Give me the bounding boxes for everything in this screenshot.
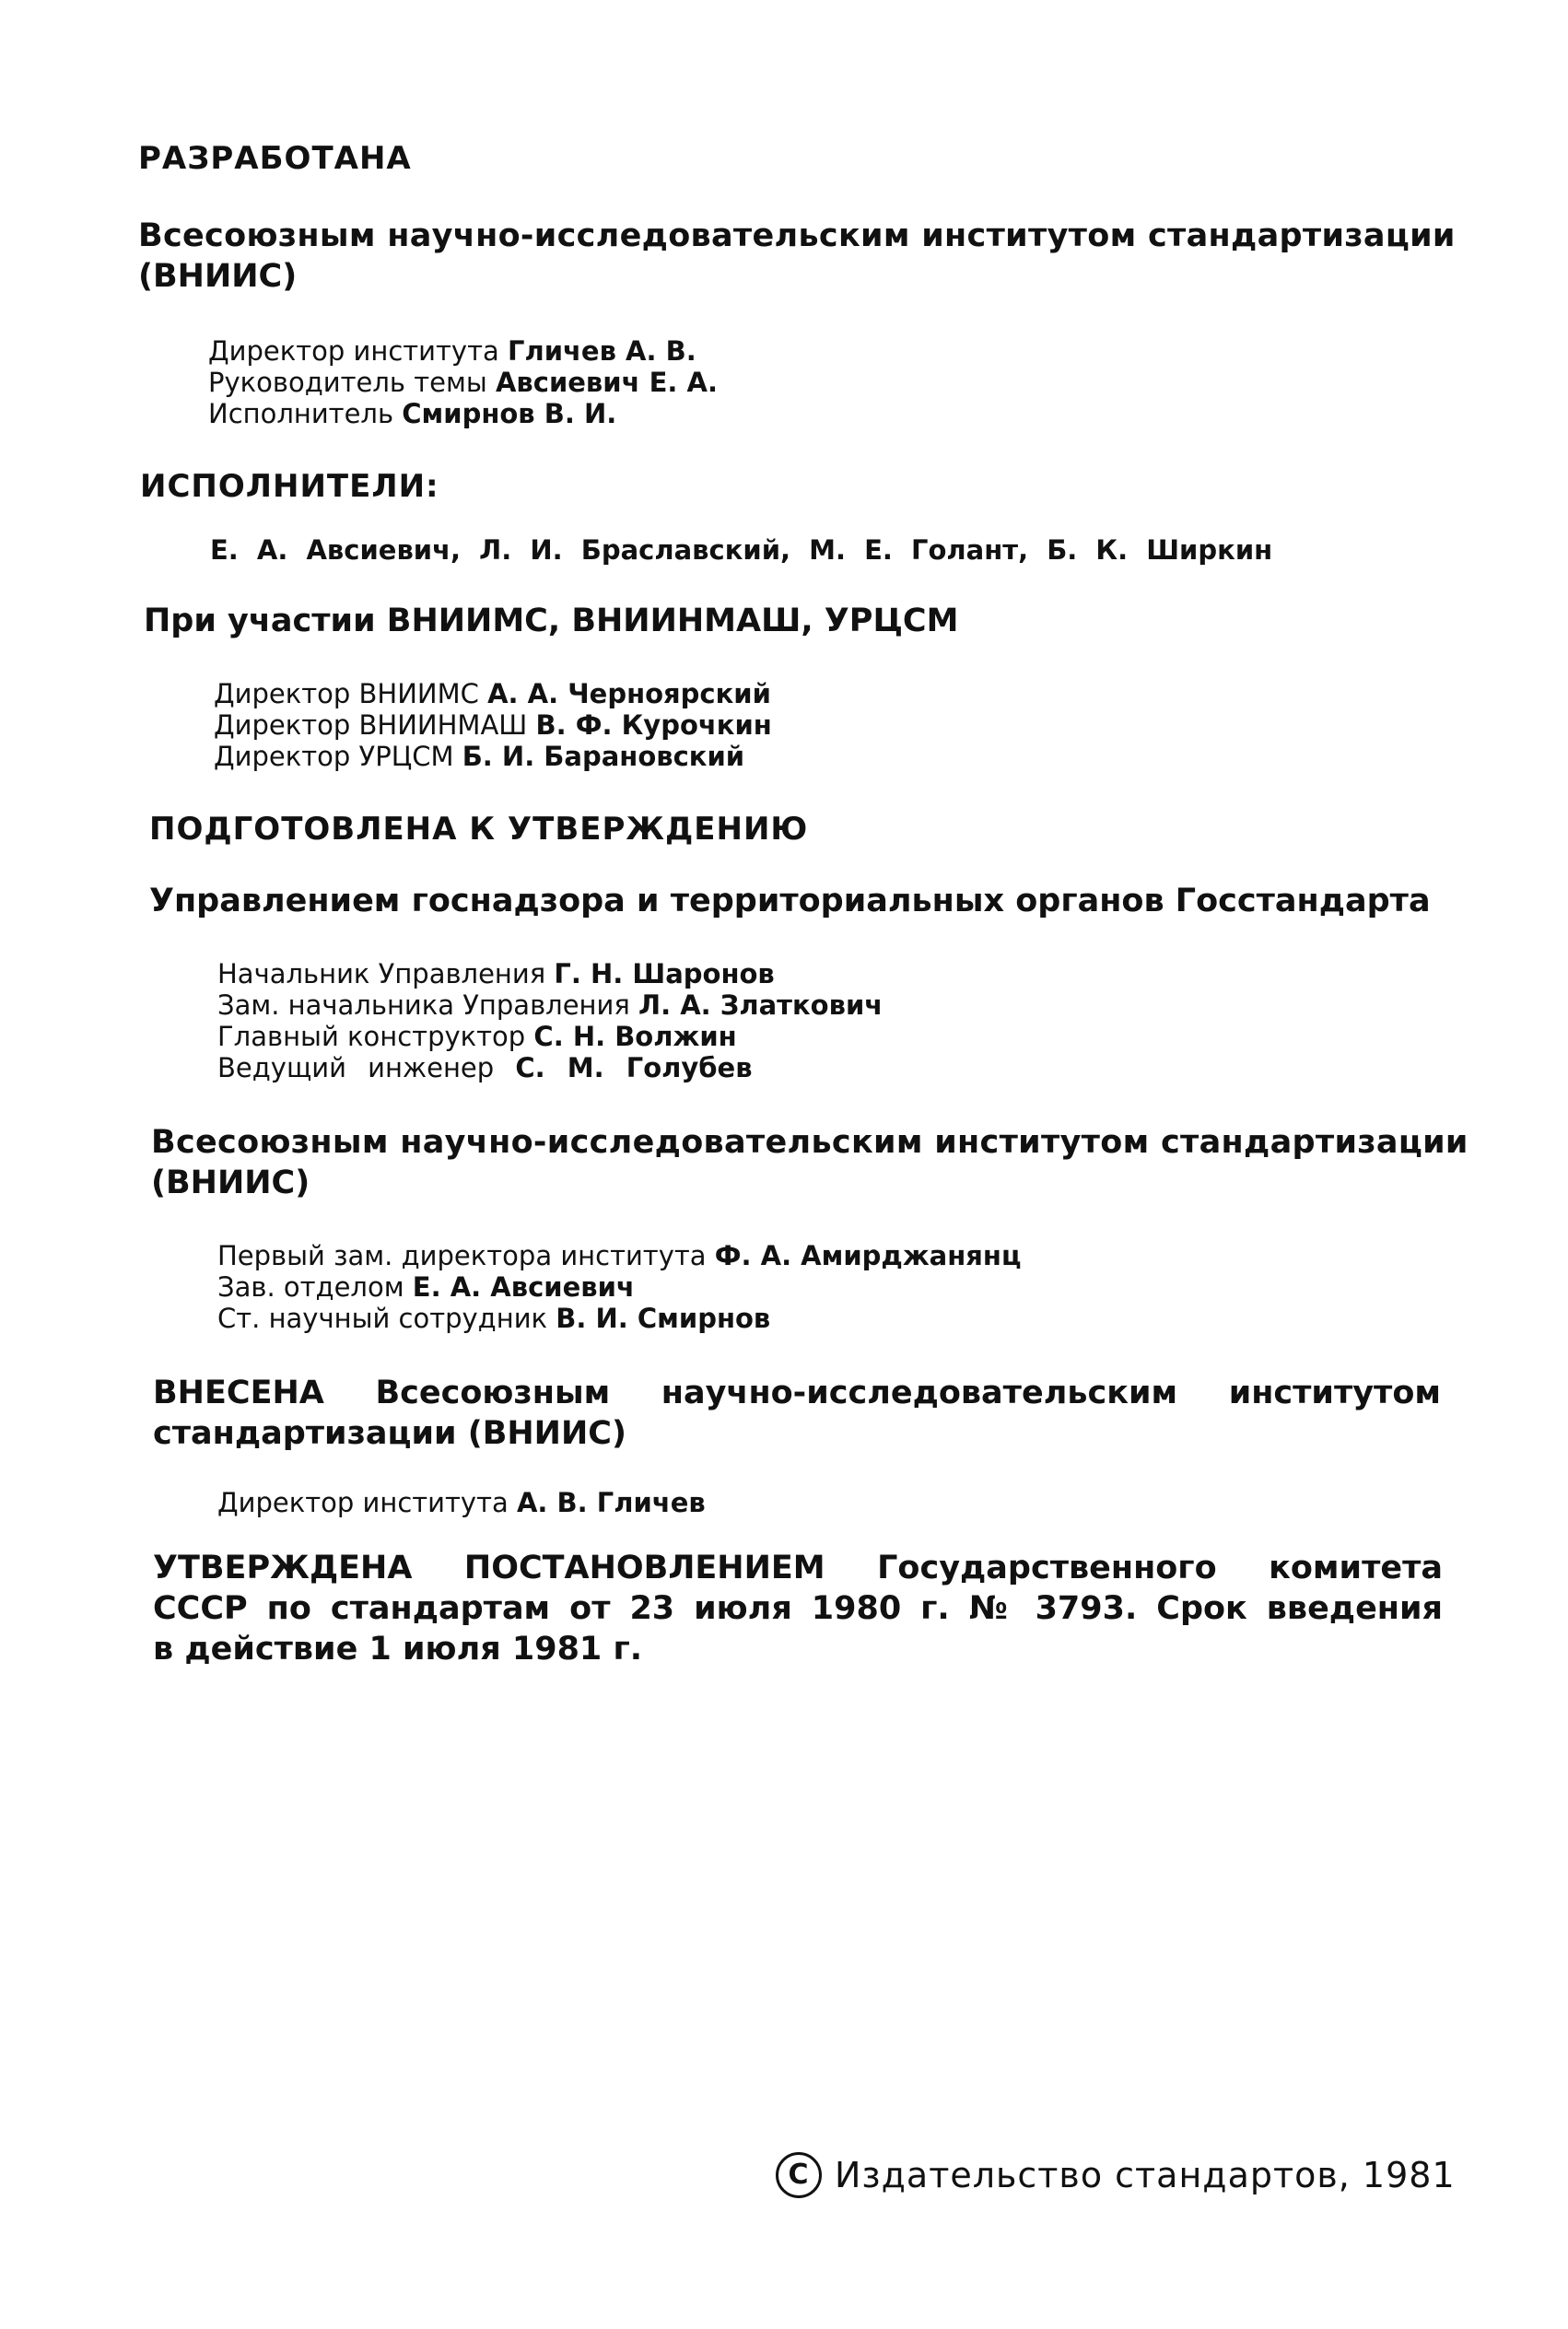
heading-developed: РАЗРАБОТАНА (138, 140, 412, 177)
approved-line1: УТВЕРЖДЕНА ПОСТАНОВЛЕНИЕМ Государственного комитета (153, 1550, 1443, 1586)
approved-paragraph (153, 1548, 1443, 1669)
heading-participation: При участии ВНИИМС, ВНИИНМАШ, УРЦСМ (144, 603, 959, 639)
staff-line: Директор УРЦСМ Б. И. Барановский (214, 741, 745, 772)
staff-line: Директор института А. В. Гличев (217, 1487, 706, 1518)
staff-line: Директор института Гличев А. В. (208, 335, 696, 367)
org-vniis-line2: (ВНИИС) (138, 258, 298, 295)
staff-line: Руководитель темы Авсиевич Е. А. (208, 367, 718, 398)
executors-names: Е. А. Авсиевич, Л. И. Браславский, М. Е. Голант, Б. К. Ширкин (210, 534, 1273, 566)
staff-line: Начальник Управления Г. Н. Шаронов (217, 958, 775, 989)
copyright-line (776, 2152, 1456, 2198)
staff-line: Ведущий инженер С. М. Голубев (217, 1052, 753, 1083)
introduced-line2: стандартизации (ВНИИС) (153, 1415, 626, 1452)
org-vniis-2-line1: Всесоюзным научно-исследовательским институтом стандартизации (151, 1124, 1469, 1161)
org-vniis-2-line2: (ВНИИС) (151, 1164, 310, 1201)
introduced-paragraph (153, 1373, 1441, 1454)
staff-line: Главный конструктор С. Н. Волжин (217, 1021, 737, 1052)
org-gosnadzor: Управлением госнадзора и территориальных органов Госстандарта (149, 883, 1431, 919)
staff-line: Директор ВНИИМС А. А. Черноярский (214, 678, 771, 709)
heading-prepared: ПОДГОТОВЛЕНА К УТВЕРЖДЕНИЮ (149, 811, 809, 848)
staff-line: Зам. начальника Управления Л. А. Златкович (217, 989, 883, 1021)
approved-line2: СССР по стандартам от 23 июля 1980 г. № 3793. Срок введения (153, 1590, 1443, 1627)
staff-line: Первый зам. директора института Ф. А. Амирджанянц (217, 1240, 1022, 1271)
org-vniis-line1: Всесоюзным научно-исследовательским институтом стандартизации (138, 217, 1456, 254)
approved-line3: в действие 1 июля 1981 г. (153, 1631, 643, 1668)
introduced-line1: ВНЕСЕНА Всесоюзным научно-исследовательским институтом (153, 1375, 1441, 1411)
heading-executors: ИСПОЛНИТЕЛИ: (140, 468, 439, 505)
staff-line: Директор ВНИИНМАШ В. Ф. Курочкин (214, 709, 772, 741)
staff-line: Ст. научный сотрудник В. И. Смирнов (217, 1303, 771, 1334)
staff-line: Зав. отделом Е. А. Авсиевич (217, 1271, 635, 1303)
staff-line: Исполнитель Смирнов В. И. (208, 398, 617, 429)
copyright-icon: C (776, 2152, 822, 2198)
copyright-text: Издательство стандартов, 1981 (835, 2155, 1456, 2195)
